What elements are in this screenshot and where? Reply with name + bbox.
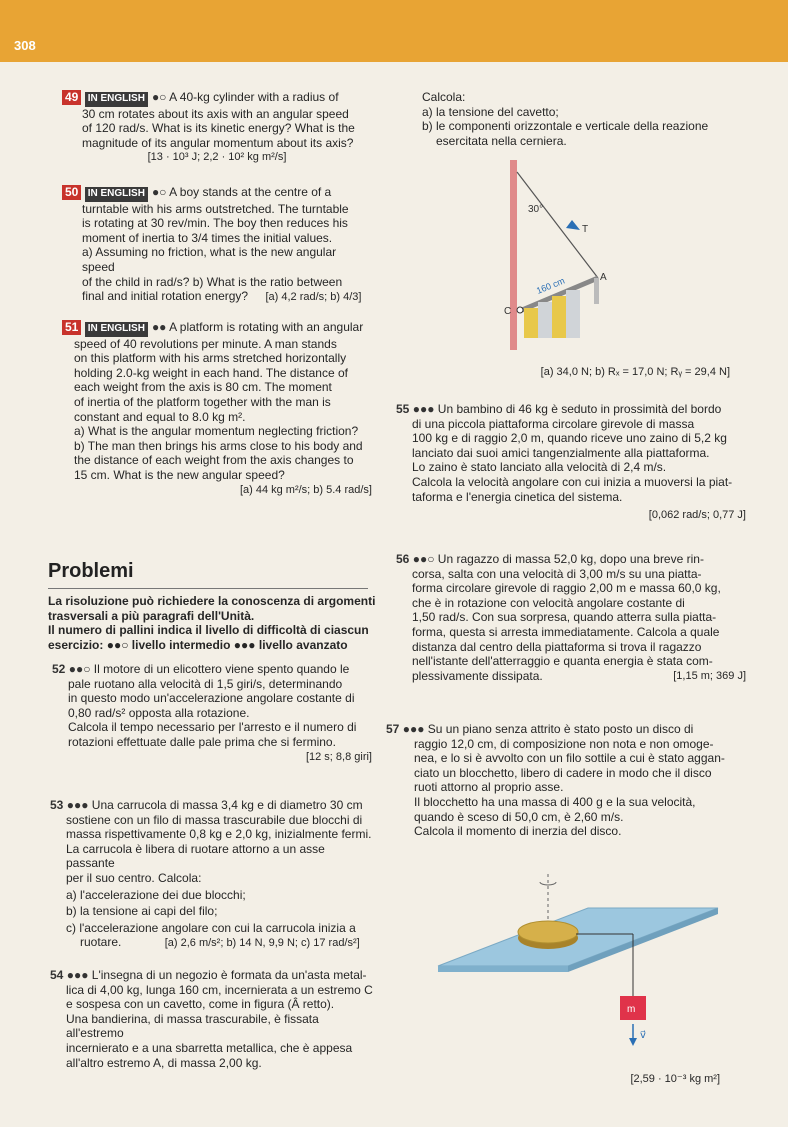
text-line: corsa, salta con una velocità di 3,00 m/s su una piatta-: [412, 566, 702, 581]
answer: [1,15 m; 369 J]: [673, 669, 746, 682]
text-line: taforma e l'energia cinetica del sistema.: [412, 489, 623, 504]
text-line: Il numero di pallini indica il livello di difficoltà di ciascun: [48, 623, 369, 638]
text-line: of 120 rad/s. What is its kinetic energy? What is the: [82, 121, 355, 136]
text-line: is rotating at 30 rev/min. The boy then reduces his: [82, 216, 348, 231]
answer: [13 · 10³ J; 2,2 · 10² kg m²/s]: [147, 151, 287, 164]
text-line: moment of inertia to 3/4 times the initial values.: [82, 230, 333, 245]
mass-label: m: [627, 1004, 636, 1015]
difficulty-dots: ●●●: [66, 968, 89, 982]
text-line: A platform is rotating with an angular: [169, 320, 364, 334]
problem-52: [52, 662, 372, 764]
point-a-label: A: [600, 272, 607, 283]
text-line: di una piccola piattaforma circolare girevole di massa: [412, 416, 695, 431]
problem-number: 56: [396, 552, 410, 566]
problem-51: [62, 320, 372, 497]
difficulty-dots: ●●○: [412, 552, 435, 566]
text-line: incernierato e a una sbarretta metallica, che è appesa: [66, 1040, 353, 1055]
in-english-tag: IN ENGLISH: [85, 92, 148, 107]
point-c-label: C: [504, 306, 512, 317]
difficulty-dots: ●●●: [402, 722, 425, 736]
text-line: La risoluzione può richiedere la conoscenza di argomenti: [48, 594, 376, 608]
problem-number: 53: [50, 798, 64, 812]
velocity-arrowhead: [629, 1038, 637, 1046]
answer: [0,062 rad/s; 0,77 J]: [648, 509, 746, 522]
problemi-intro: [48, 594, 378, 652]
text-line: Calcola il momento di inerzia del disco.: [414, 824, 622, 839]
text-line: plessivamente dissipata.: [412, 668, 543, 683]
text-line: b) The man then brings his arms close to his body and: [74, 438, 363, 453]
text-line: nea, e lo si è avvolto con un filo sottile a cui è stato aggan-: [414, 751, 725, 766]
calcola-label: Calcola:: [422, 90, 466, 104]
text-line: all'altro estremo A, di massa 2,00 kg.: [66, 1055, 262, 1070]
problem-49: [62, 90, 372, 165]
problem-55: [396, 402, 746, 523]
text-line: a) What is the angular momentum neglecting friction?: [74, 424, 359, 439]
problem-number: 52: [52, 662, 66, 676]
answer: [a) 2,6 m/s²; b) 14 N, 9,9 N; c) 17 rad/s²]: [164, 937, 360, 950]
text-line: final and initial rotation energy?: [82, 289, 249, 304]
section-title: Problemi: [48, 560, 134, 582]
sign-figure: [500, 160, 620, 350]
text-line: Calcola il tempo necessario per l'arresto e il numero di: [68, 720, 357, 735]
answer: [a) 34,0 N; b) Rₓ = 17,0 N; Rᵧ = 29,4 N]: [540, 366, 730, 378]
text-line: Su un piano senza attrito è stato posto un disco di: [427, 722, 694, 736]
text-line: b) la tensione ai capi del filo;: [66, 904, 218, 919]
text-line: lanciato dai suoi amici tangenzialmente alla piattaforma.: [412, 445, 710, 460]
problem-53: [50, 798, 375, 951]
text-line: 100 kg e di raggio 2,0 m, quando riceve uno zaino di 5,2 kg: [412, 431, 727, 446]
velocity-label: v⃗: [640, 1030, 646, 1041]
text-line: A 40-kg cylinder with a radius of: [169, 90, 339, 104]
text-line: A boy stands at the centre of a: [169, 185, 332, 199]
text-line: forma circolare girevole di raggio 2,00 m e massa 60,0 kg,: [412, 581, 721, 596]
tension-label: T: [582, 224, 589, 235]
text-line: ruoti attorno al proprio asse.: [414, 780, 564, 795]
length-label: 160 cm: [535, 275, 567, 296]
difficulty-dots: ●●○: [68, 662, 91, 676]
text-line: Un ragazzo di massa 52,0 kg, dopo una breve rin-: [437, 552, 704, 566]
problem-50: [62, 185, 372, 305]
text-line: per il suo centro. Calcola:: [66, 870, 202, 885]
disk-figure: [408, 868, 738, 1093]
problem-number: 54: [50, 968, 64, 982]
text-line: of the child in rad/s? b) What is the ratio between: [82, 274, 343, 289]
text-line: b) le componenti orizzontale e verticale della reazione: [422, 119, 709, 134]
text-line: turntable with his arms outstretched. The turntable: [82, 201, 349, 216]
text-line: in questo modo un'accelerazione angolare costante di: [68, 691, 355, 706]
hinge: [517, 307, 523, 313]
text-line: Un bambino di 46 kg è seduto in prossimità del bordo: [437, 402, 722, 416]
text-line: distanza dal centro della piattaforma si trova il ragazzo: [412, 639, 702, 654]
text-line: speed of 40 revolutions per minute. A man stands: [74, 336, 337, 351]
text-line: pale ruotano alla velocità di 1,5 giri/s, determinando: [68, 676, 343, 691]
text-line: each weight from the axis is 80 cm. The moment: [74, 380, 332, 395]
text-line: quando è sceso di 50,0 cm, è 2,60 m/s.: [414, 809, 624, 824]
text-line: the distance of each weight from the axis changes to: [74, 453, 354, 468]
answer: [a) 4,2 rad/s; b) 4/3]: [265, 291, 362, 304]
text-line: constant and equal to 8.0 kg m².: [74, 409, 246, 424]
text-line: ruotare.: [80, 935, 122, 950]
text-line: a) l'accelerazione dei due blocchi;: [66, 887, 246, 902]
text-line: Il motore di un elicottero viene spento quando le: [93, 662, 350, 676]
text-line: on this platform with his arms stretched horizontally: [74, 351, 347, 366]
disk: [518, 921, 578, 943]
text-line: sostiene con un filo di massa trascurabile due blocchi di: [66, 812, 363, 827]
text-line: holding 2.0-kg weight in each hand. The distance of: [74, 365, 348, 380]
text-line: Lo zaino è stato lanciato alla velocità di 2,4 m/s.: [412, 460, 667, 475]
problem-number: 57: [386, 722, 400, 736]
problem-number: 55: [396, 402, 410, 416]
text-line: massa rispettivamente 0,8 kg e 2,0 kg, inizialmente fermi.: [66, 827, 372, 842]
difficulty-dots: ●○: [151, 90, 167, 104]
text-line: Calcola la velocità angolare con cui inizia a muoversi la piat-: [412, 474, 733, 489]
angle-label: 30°: [528, 204, 544, 215]
text-line: L'insegna di un negozio è formata da un'asta metal-: [91, 968, 367, 982]
text-line: of inertia of the platform together with the man is: [74, 394, 331, 409]
answer: [2,59 · 10⁻³ kg m²]: [630, 1073, 720, 1085]
problem-number: 49: [62, 90, 81, 105]
wall: [510, 160, 517, 350]
difficulty-dots: ●●●: [66, 798, 89, 812]
difficulty-dots: ●●: [151, 320, 167, 334]
text-line: 0,80 rad/s² opposta alla rotazione.: [68, 705, 250, 720]
text-line: magnitude of its angular momentum about its axis?: [82, 135, 354, 150]
text-line: 1,50 rad/s. Con sua sorpresa, quando atterra sulla piatta-: [412, 610, 717, 625]
problem-57: [386, 722, 746, 839]
text-line: raggio 12,0 cm, di composizione non nota e non omoge-: [414, 736, 714, 751]
text-line: c) l'accelerazione angolare con cui la carrucola inizia a: [66, 920, 356, 935]
text-line: forma, questa si arresta immediatamente. Calcola a quale: [412, 624, 720, 639]
in-english-tag: IN ENGLISH: [85, 187, 148, 202]
text-line: trasversali a più paragrafi dell'Unità.: [48, 608, 255, 623]
text-line: a) Assuming no friction, what is the new angular speed: [82, 245, 337, 274]
text-line: Una carrucola di massa 3,4 kg e di diametro 30 cm: [91, 798, 363, 812]
text-line: a) la tensione del cavetto;: [422, 104, 559, 119]
text-line: esercizio: ●●○ livello intermedio ●●● livello avanzato: [48, 637, 348, 652]
text-line: lica di 4,00 kg, lunga 160 cm, incernierata a un estremo C: [66, 982, 373, 997]
table-edge: [438, 966, 568, 972]
text-line: 15 cm. What is the new angular speed?: [74, 467, 285, 482]
problem-number: 51: [62, 320, 81, 335]
answer: [12 s; 8,8 giri]: [305, 750, 372, 763]
problem-56: [396, 552, 746, 683]
text-line: Il blocchetto ha una massa di 400 g e la sua velocità,: [414, 794, 696, 809]
text-line: Una bandierina, di massa trascurabile, è fissata all'estremo: [66, 1011, 319, 1041]
difficulty-dots: ●●●: [412, 402, 435, 416]
difficulty-dots: ●○: [151, 185, 167, 199]
flag: [524, 290, 580, 338]
header-band: [0, 0, 788, 62]
metal-bar: [594, 278, 599, 304]
answer: [a) 44 kg m²/s; b) 5.4 rad/s]: [239, 483, 372, 496]
text-line: nell'istante dell'atterraggio e quanta energia è stata com-: [412, 654, 713, 669]
text-line: e sospesa con un cavetto, come in figura (Â retto).: [66, 997, 335, 1012]
tension-arrow: [566, 220, 580, 230]
section-divider: [48, 588, 368, 589]
text-line: rotazioni effettuate dalle pale prima che si fermino.: [68, 734, 336, 749]
text-line: ciato un blocchetto, libero di cadere in modo che il disco: [414, 765, 712, 780]
text-line: esercitata nella cerniera.: [436, 133, 567, 148]
text-line: 30 cm rotates about its axis with an angular speed: [82, 106, 349, 121]
problem-number: 50: [62, 185, 81, 200]
text-line: che è in rotazione con velocità angolare costante di: [412, 595, 685, 610]
page-number: 308: [14, 38, 36, 53]
table-top: [438, 908, 718, 966]
problem-54: [50, 968, 375, 1070]
problem-54-continued: [422, 90, 742, 148]
in-english-tag: IN ENGLISH: [85, 322, 148, 337]
text-line: La carrucola è libera di ruotare attorno a un asse passante: [66, 841, 325, 871]
